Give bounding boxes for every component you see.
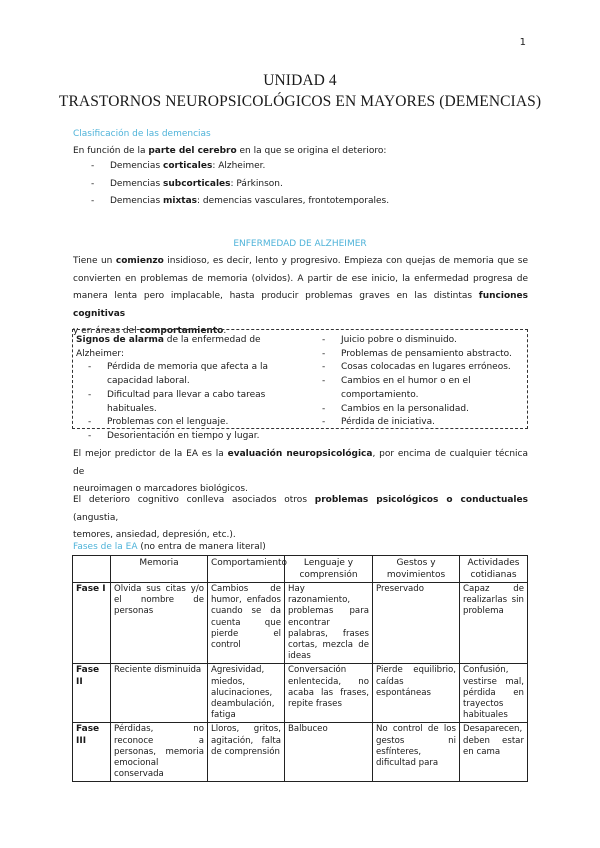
fases-header-cell	[73, 556, 111, 583]
signos-left	[76, 334, 296, 444]
table-row	[73, 664, 528, 723]
signo-item: - Dificultad para llevar a cabo tareas habituales.	[88, 389, 266, 414]
clasificacion-item: - Demencias mixtas: demencias vasculares, frontotemporales.	[110, 193, 389, 211]
table-cell: Desaparecen, deben estar en cama	[460, 723, 528, 782]
dash-bullet: -	[88, 430, 92, 441]
fases-header-cell: Gestos y movimientos	[373, 556, 460, 583]
clasificacion-item: - Demencias corticales: Alzheimer.	[110, 158, 389, 176]
dash-bullet: -	[322, 362, 326, 373]
clasificacion-intro: En función de la parte del cerebro en la que se origina el deterioro:	[73, 146, 387, 156]
fases-header-cell: Lenguaje y comprensión	[285, 556, 373, 583]
table-cell: Confusión, vestirse mal, pérdida en trayectos habituales	[460, 664, 528, 723]
table-cell: Pierde equilibrio, caídas espontáneas	[373, 664, 460, 723]
signo-item: - Desorientación en tiempo y lugar.	[107, 430, 287, 444]
unit-subtitle: TRASTORNOS NEUROPSICOLÓGICOS EN MAYORES (DEMENCIAS)	[58, 93, 542, 110]
phase-label: Fase II	[73, 664, 111, 723]
signo-item: - Juicio pobre o disminuido.	[341, 334, 519, 348]
fases-heading: Fases de la EA (no entra de manera literal)	[73, 542, 266, 552]
signo-item: - Problemas de pensamiento abstracto.	[341, 348, 519, 362]
table-cell: Conversación enlentecida, no acaba las frases, repite frases	[285, 664, 373, 723]
dash-bullet: -	[91, 178, 95, 189]
table-cell: Olvida sus citas y/o el nombre de personas	[111, 583, 208, 664]
table-cell: Preservado	[373, 583, 460, 664]
table-cell: Pérdidas, no reconoce a personas, memoria emocional conservada	[111, 723, 208, 782]
signo-item: - Pérdida de iniciativa.	[341, 416, 519, 430]
table-cell: Agresividad, miedos, alucinaciones, deambulación, fatiga	[208, 664, 285, 723]
alzheimer-line: y en áreas del comportamiento.	[73, 326, 227, 336]
clasificacion-item: - Demencias subcorticales: Párkinson.	[110, 176, 389, 194]
table-cell: No control de los gestos ni esfínteres, dificultad para	[373, 723, 460, 782]
signo-item: - Cambios en el humor o en el comportamiento.	[322, 376, 471, 400]
clasificacion-list	[91, 158, 390, 211]
table-cell: Capaz de realizarlas sin problema	[460, 583, 528, 664]
dash-bullet: -	[91, 196, 95, 206]
predictor-paragraph: El mejor predictor de la EA es la evaluación neuropsicológica, por encima de cualquier técnica de neuroimagen o marcadores biológicos.	[73, 449, 528, 494]
table-cell: Reciente disminuida	[111, 664, 208, 723]
table-row	[73, 723, 528, 782]
table-cell: Lloros, gritos, agitación, falta de comprensión	[208, 723, 285, 782]
page-number: 1	[519, 37, 526, 48]
clasificacion-heading: Clasificación de las demencias	[73, 129, 211, 139]
unit-title: UNIDAD 4	[263, 72, 337, 89]
alzheimer-line: manera lenta pero implacable, hasta producir problemas graves en las distintas funciones cognitivas	[73, 291, 528, 319]
table-row	[73, 583, 528, 664]
alzheimer-line: convierten en problemas de memoria (olvidos). A partir de ese inicio, la enfermedad progresa de	[73, 273, 528, 284]
table-cell: Cambios de humor, enfados cuando se da cuenta que pierde el control	[208, 583, 285, 664]
dash-bullet: -	[88, 362, 92, 373]
dash-bullet: -	[322, 403, 326, 414]
signo-item: - Cosas colocadas en lugares erróneos.	[341, 361, 519, 375]
signos-right	[324, 334, 524, 430]
table-cell: Balbuceo	[285, 723, 373, 782]
phase-label: Fase I	[73, 583, 111, 664]
dash-bullet: -	[88, 389, 92, 400]
phase-label: Fase III	[73, 723, 111, 782]
table-cell: Hay razonamiento, problemas para encontrar palabras, frases cortas, mezcla de ideas	[285, 583, 373, 664]
fases-header-cell: Actividades cotidianas	[460, 556, 528, 583]
signo-item: - Cambios en la personalidad.	[341, 403, 519, 417]
alzheimer-paragraph	[73, 253, 528, 341]
dash-bullet: -	[322, 348, 326, 359]
dash-bullet: -	[322, 417, 326, 428]
signos-box	[72, 329, 528, 441]
fases-table	[72, 555, 528, 782]
dash-bullet: -	[88, 417, 92, 428]
dash-bullet: -	[322, 335, 326, 345]
signo-item: - Pérdida de memoria que afecta a la capacidad laboral.	[88, 362, 269, 387]
signo-item: - Problemas con el lenguaje.	[107, 416, 287, 430]
fases-header-cell: Comportamiento	[208, 556, 285, 583]
deterioro-paragraph: El deterioro cognitivo conlleva asociados otros problemas psicológicos o conductuales (angustia, temores, ansiedad, depresión, etc.).	[73, 495, 528, 540]
alzheimer-heading: ENFERMEDAD DE ALZHEIMER	[233, 239, 367, 249]
signos-heading: Signos de alarma de la enfermedad de Alzheimer:	[76, 335, 261, 359]
fases-header-row	[73, 556, 528, 583]
dash-bullet: -	[91, 161, 95, 171]
alzheimer-line: Tiene un comienzo insidioso, es decir, lento y progresivo. Empieza con quejas de memoria que se	[73, 256, 528, 266]
fases-header-cell: Memoria	[111, 556, 208, 583]
dash-bullet: -	[322, 376, 326, 387]
